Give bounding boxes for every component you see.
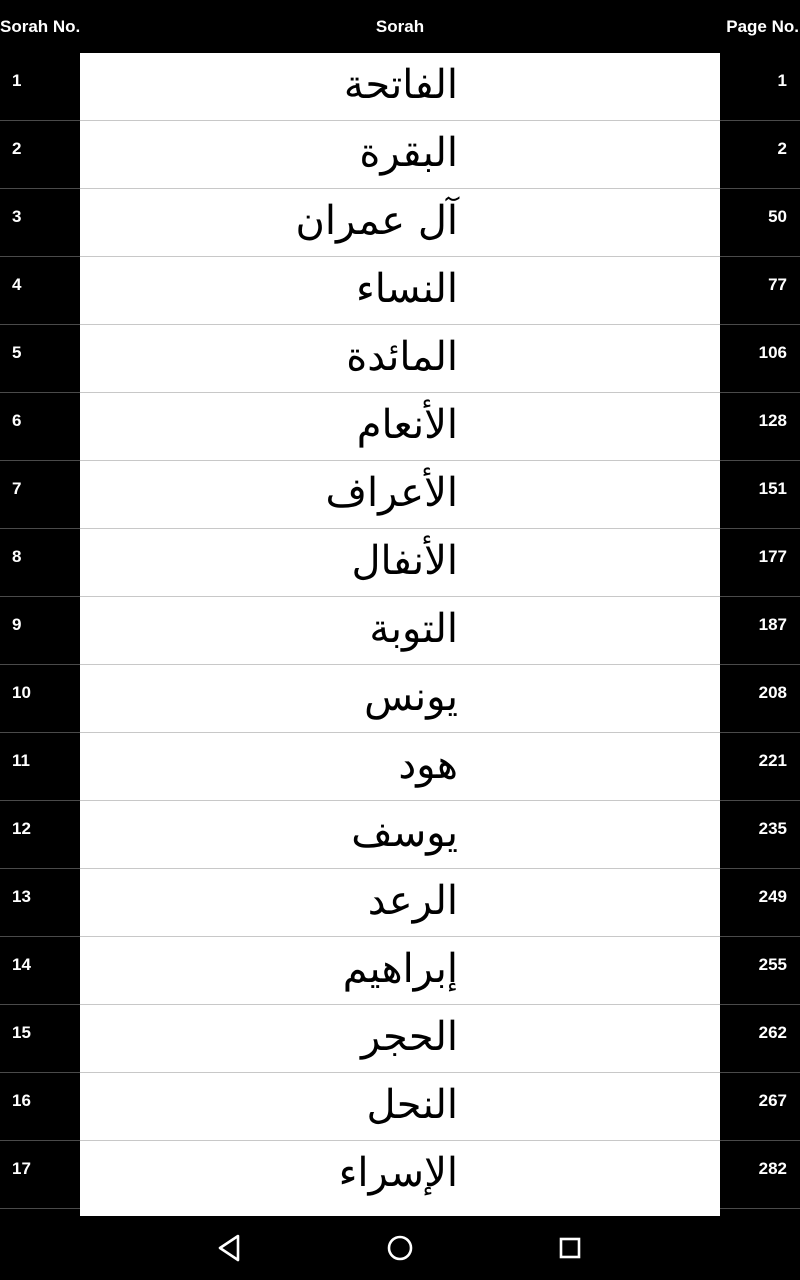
sorah-number-cell bbox=[0, 1141, 80, 1209]
sorah-name-cell bbox=[80, 665, 720, 733]
sorah-number-cell bbox=[0, 869, 80, 937]
sorah-number: 16 bbox=[12, 1091, 31, 1110]
sorah-name-cell bbox=[80, 1005, 720, 1073]
page-number-cell bbox=[720, 1073, 800, 1141]
sorah-number-cell bbox=[0, 665, 80, 733]
page-number-cell bbox=[720, 393, 800, 461]
sorah-name-cell bbox=[80, 121, 720, 189]
sorah-name-cell bbox=[80, 1141, 720, 1209]
page-number-cell bbox=[720, 257, 800, 325]
page-number: 50 bbox=[768, 207, 787, 226]
sorah-number-cell bbox=[0, 393, 80, 461]
system-navigation-bar bbox=[0, 1216, 800, 1280]
header-sorah: Sorah bbox=[375, 17, 425, 36]
sorah-name: يوسف bbox=[351, 810, 458, 856]
page-number-cell bbox=[720, 733, 800, 801]
sorah-name-cell bbox=[80, 393, 720, 461]
sorah-name: إبراهيم bbox=[342, 946, 458, 992]
sorah-number: 10 bbox=[12, 683, 31, 702]
sorah-name: الأنفال bbox=[351, 538, 458, 584]
page-number-cell bbox=[720, 1005, 800, 1073]
sorah-row[interactable] bbox=[0, 733, 800, 801]
page-number-cell bbox=[720, 801, 800, 869]
sorah-number: 6 bbox=[12, 411, 22, 430]
sorah-row[interactable] bbox=[0, 53, 800, 121]
sorah-name: الإسراء bbox=[338, 1150, 458, 1196]
sorah-name-cell bbox=[80, 53, 720, 121]
sorah-number-cell bbox=[0, 1073, 80, 1141]
sorah-name-cell bbox=[80, 325, 720, 393]
page-number: 262 bbox=[758, 1023, 787, 1042]
sorah-name: يونس bbox=[364, 674, 458, 720]
sorah-row[interactable] bbox=[0, 937, 800, 1005]
sorah-number: 12 bbox=[12, 819, 31, 838]
sorah-number-cell bbox=[0, 53, 80, 121]
sorah-name-cell bbox=[80, 189, 720, 257]
sorah-row[interactable] bbox=[0, 121, 800, 189]
sorah-name-cell bbox=[80, 257, 720, 325]
page-number-cell bbox=[720, 53, 800, 121]
sorah-list[interactable] bbox=[0, 53, 800, 1216]
sorah-number-cell bbox=[0, 597, 80, 665]
page-number: 128 bbox=[758, 411, 787, 430]
page-number-cell bbox=[720, 597, 800, 665]
next-row-peek bbox=[80, 1208, 720, 1216]
sorah-number: 8 bbox=[12, 547, 22, 566]
sorah-row[interactable] bbox=[0, 1073, 800, 1141]
sorah-row[interactable] bbox=[0, 461, 800, 529]
page-number: 1 bbox=[777, 71, 787, 90]
page-number: 255 bbox=[758, 955, 787, 974]
page-number: 282 bbox=[758, 1159, 787, 1178]
sorah-row[interactable] bbox=[0, 393, 800, 461]
sorah-number-cell bbox=[0, 325, 80, 393]
sorah-name-cell bbox=[80, 869, 720, 937]
page-number-cell bbox=[720, 189, 800, 257]
page-number: 151 bbox=[758, 479, 787, 498]
sorah-name: المائدة bbox=[346, 334, 458, 380]
header-page-no: Page No. bbox=[726, 17, 799, 36]
sorah-number-cell bbox=[0, 121, 80, 189]
sorah-name: هود bbox=[398, 742, 458, 788]
sorah-number: 9 bbox=[12, 615, 22, 634]
page-number-cell bbox=[720, 869, 800, 937]
page-number-cell bbox=[720, 1141, 800, 1209]
page-number: 249 bbox=[758, 887, 787, 906]
sorah-number-cell bbox=[0, 257, 80, 325]
sorah-name-cell bbox=[80, 733, 720, 801]
page-number: 106 bbox=[758, 343, 787, 362]
sorah-name: النساء bbox=[355, 266, 458, 312]
sorah-number-cell bbox=[0, 733, 80, 801]
sorah-number: 11 bbox=[12, 751, 30, 770]
sorah-number: 2 bbox=[12, 139, 22, 158]
sorah-name: الأنعام bbox=[356, 402, 458, 448]
page-number: 77 bbox=[768, 275, 787, 294]
sorah-name: البقرة bbox=[359, 130, 458, 176]
sorah-row[interactable] bbox=[0, 325, 800, 393]
sorah-name: النحل bbox=[366, 1082, 458, 1128]
page-number-cell bbox=[720, 121, 800, 189]
sorah-name: الحجر bbox=[360, 1014, 458, 1060]
sorah-row[interactable] bbox=[0, 665, 800, 733]
sorah-name-cell bbox=[80, 937, 720, 1005]
sorah-number: 14 bbox=[12, 955, 31, 974]
page-number: 235 bbox=[758, 819, 787, 838]
sorah-number-cell bbox=[0, 529, 80, 597]
sorah-row[interactable] bbox=[0, 1005, 800, 1073]
sorah-row[interactable] bbox=[0, 597, 800, 665]
sorah-number-cell bbox=[0, 937, 80, 1005]
sorah-row[interactable] bbox=[0, 1141, 800, 1209]
home-circle-icon[interactable] bbox=[380, 1228, 420, 1268]
page-number-cell bbox=[720, 665, 800, 733]
page-number-cell bbox=[720, 529, 800, 597]
recent-square-icon[interactable] bbox=[550, 1228, 590, 1268]
sorah-number: 5 bbox=[12, 343, 22, 362]
sorah-row[interactable] bbox=[0, 869, 800, 937]
sorah-name-cell bbox=[80, 1073, 720, 1141]
sorah-name: آل عمران bbox=[295, 198, 458, 244]
page-number-cell bbox=[720, 937, 800, 1005]
sorah-row[interactable] bbox=[0, 189, 800, 257]
list-header bbox=[0, 0, 800, 53]
page-number-cell bbox=[720, 325, 800, 393]
page-number: 2 bbox=[777, 139, 787, 158]
sorah-number-cell bbox=[0, 461, 80, 529]
sorah-name: الفاتحة bbox=[343, 62, 458, 108]
sorah-number-cell bbox=[0, 1005, 80, 1073]
sorah-row[interactable] bbox=[0, 257, 800, 325]
sorah-number: 4 bbox=[12, 275, 22, 294]
header-sorah-no: Sorah No. bbox=[0, 17, 81, 36]
page-number: 208 bbox=[758, 683, 787, 702]
sorah-name: التوبة bbox=[369, 606, 458, 652]
sorah-name-cell bbox=[80, 801, 720, 869]
sorah-number-cell bbox=[0, 189, 80, 257]
sorah-number: 1 bbox=[12, 71, 22, 90]
page-number-cell bbox=[720, 461, 800, 529]
sorah-name-cell bbox=[80, 597, 720, 665]
sorah-row[interactable] bbox=[0, 801, 800, 869]
sorah-number: 17 bbox=[12, 1159, 31, 1178]
sorah-name: الرعد bbox=[367, 878, 458, 924]
page-number: 187 bbox=[758, 615, 787, 634]
page-number: 267 bbox=[758, 1091, 787, 1110]
sorah-number: 15 bbox=[12, 1023, 31, 1042]
sorah-row[interactable] bbox=[0, 529, 800, 597]
sorah-number: 3 bbox=[12, 207, 22, 226]
back-triangle-icon[interactable] bbox=[210, 1228, 250, 1268]
page-number: 177 bbox=[758, 547, 787, 566]
page-number: 221 bbox=[758, 751, 787, 770]
sorah-name: الأعراف bbox=[325, 470, 458, 516]
sorah-number-cell bbox=[0, 801, 80, 869]
sorah-number: 7 bbox=[12, 479, 22, 498]
sorah-name-cell bbox=[80, 529, 720, 597]
sorah-name-cell bbox=[80, 461, 720, 529]
sorah-number: 13 bbox=[12, 887, 31, 906]
